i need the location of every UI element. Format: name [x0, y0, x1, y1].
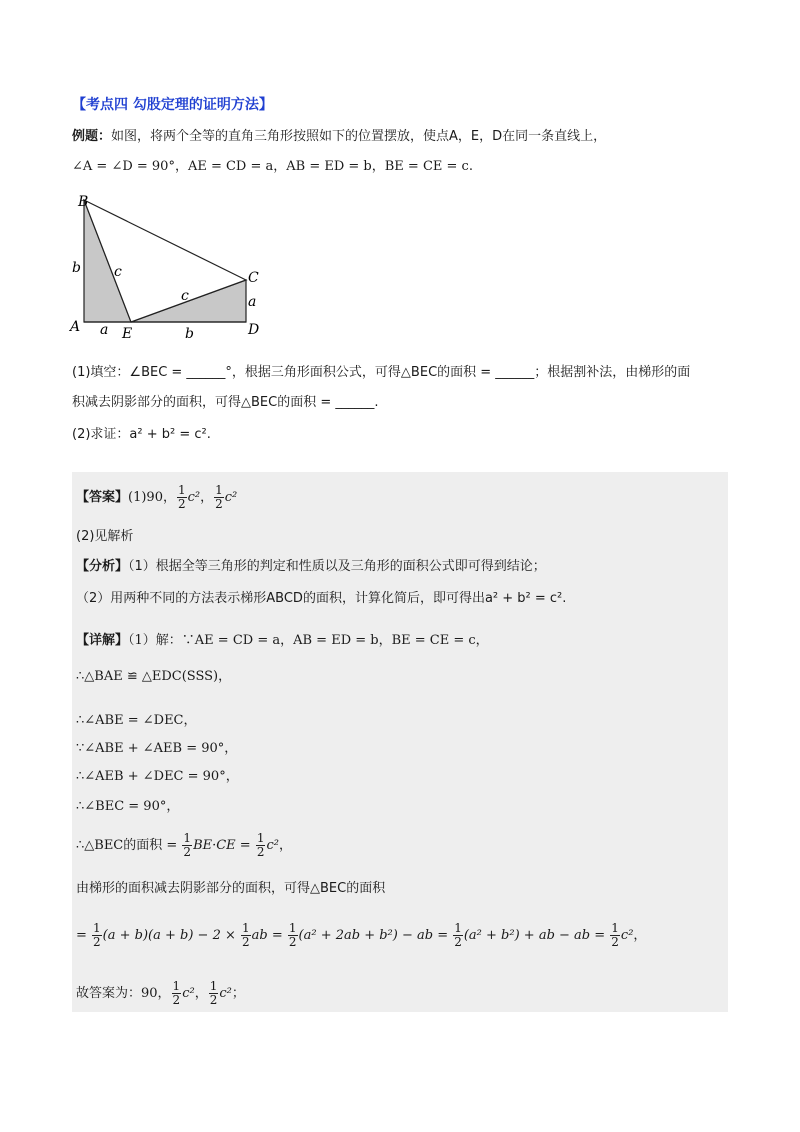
- fraction-half: $\frac{1}{2}$: [183, 831, 192, 859]
- question-2: (2)求证：a² + b² = c².: [72, 427, 211, 442]
- label-side-ec: c: [181, 288, 189, 304]
- label-side-ed: b: [185, 326, 194, 340]
- fraction-half: $\frac{1}{2}$: [172, 979, 181, 1007]
- label-side-ab: b: [72, 260, 81, 276]
- area-prefix: ∴△BEC的面积 =: [76, 838, 182, 853]
- label-d-point: D: [248, 322, 260, 338]
- eq-part-a: (a + b)(a + b) − 2 ×: [102, 928, 241, 943]
- label-c-point: C: [248, 270, 259, 286]
- fraction-half: $\frac{1}{2}$: [454, 921, 462, 949]
- area-end: ，: [278, 838, 292, 853]
- detail-label: 【详解】: [76, 633, 129, 648]
- eq-part-c: (a² + 2ab + b²) − ab =: [298, 928, 453, 943]
- fraction-half: $\frac{1}{2}$: [215, 483, 223, 511]
- area-c2: c²: [266, 838, 279, 853]
- example-line-2: ∠A = ∠D = 90°，AE = CD = a，AB = ED = b，BE = CE = c.: [72, 159, 473, 174]
- area-line: [76, 832, 292, 859]
- label-e-point: E: [122, 326, 133, 340]
- final-answer-line: 故答案为：90， $\frac{1}{2}$ c²， $\frac{1}{2}$ c²；: [76, 979, 245, 1007]
- analysis-text-1: （1）根据全等三角形的判定和性质以及三角形的面积公式即可得到结论；: [128, 559, 546, 574]
- triangle-figure: [64, 188, 274, 340]
- analysis-line-2: （2）用两种不同的方法表示梯形ABCD的面积，计算化简后，即可得出a² + b² = c².: [76, 591, 567, 606]
- eq-part-d: (a² + b²) + ab − ab =: [463, 928, 610, 943]
- final-prefix: 故答案为：90，: [76, 986, 171, 1001]
- detail-line-6: ∴∠BEC = 90°，: [76, 799, 180, 814]
- answer-c2-b: c²: [224, 490, 238, 505]
- detail-line-1: [76, 632, 489, 650]
- fraction-half: $\frac{1}{2}$: [209, 979, 218, 1007]
- detail-line-2: ∴△BAE ≌ △EDC(SSS)，: [76, 669, 232, 684]
- fraction-half: $\frac{1}{2}$: [611, 921, 619, 949]
- fraction-half: $\frac{1}{2}$: [177, 483, 186, 511]
- area-mid: BE·CE =: [193, 838, 255, 853]
- eq-c2: c²: [620, 928, 634, 943]
- fraction-half: $\frac{1}{2}$: [242, 921, 250, 949]
- answer-prefix: (1)90，: [128, 490, 176, 505]
- eq-end: ，: [633, 928, 647, 943]
- fraction-half: $\frac{1}{2}$: [256, 831, 265, 859]
- label-side-be: c: [114, 264, 122, 280]
- trapezoid-line: 由梯形的面积减去阴影部分的面积，可得△BEC的面积: [76, 881, 386, 896]
- section-title: 【考点四 勾股定理的证明方法】: [72, 97, 273, 113]
- question-1-line-2: 积减去阴影部分的面积，可得△BEC的面积 = ______.: [72, 395, 379, 410]
- answer-c2-a: c²: [187, 490, 201, 505]
- label-side-ae: a: [100, 322, 109, 338]
- detail-text-1: （1）解：∵AE = CD = a，AB = ED = b，BE = CE = c，: [128, 633, 489, 648]
- example-line-1: [72, 128, 606, 146]
- label-side-cd: a: [248, 294, 257, 310]
- fraction-half: $\frac{1}{2}$: [93, 921, 101, 949]
- eq-part-b: ab =: [251, 928, 287, 943]
- final-c2-b: c²: [219, 986, 232, 1001]
- fraction-half: $\frac{1}{2}$: [288, 921, 297, 949]
- label-a-point: A: [70, 319, 81, 335]
- answer-label: 【答案】: [76, 490, 129, 505]
- detail-line-5: ∴∠AEB + ∠DEC = 90°，: [76, 769, 239, 784]
- answer-part-2: (2)见解析: [76, 529, 134, 544]
- example-label: 例题：: [72, 129, 112, 144]
- question-1-line-1: (1)填空：∠BEC = ______°，根据三角形面积公式，可得△BEC的面积 = ______；根据割补法，由梯形的面: [72, 365, 691, 380]
- answer-line: 【答案】(1)90， $\frac{1}{2}$ c²， $\frac{1}{2}$ c²: [76, 483, 238, 511]
- analysis-line-1: [76, 558, 546, 576]
- final-end: ；: [231, 986, 245, 1001]
- final-c2-a: c²: [182, 986, 195, 1001]
- example-text-1: 如图，将两个全等的直角三角形按照如下的位置摆放，使点A，E，D在同一条直线上，: [111, 129, 607, 144]
- analysis-label: 【分析】: [76, 559, 129, 574]
- detail-line-3: ∴∠ABE = ∠DEC，: [76, 713, 197, 728]
- equation-line: = $\frac{1}{2}$ (a + b)(a + b) − 2 × $\frac{1}{2}$ ab = $\frac{1}{2}$ (a² + 2ab + b²) − ab = $\frac{1}{2}$ (a² + b²) + ab − ab = $\frac{1}{2}$ c²，: [76, 921, 647, 949]
- detail-line-4: ∵∠ABE + ∠AEB = 90°，: [76, 741, 238, 756]
- label-b-point: B: [78, 194, 89, 210]
